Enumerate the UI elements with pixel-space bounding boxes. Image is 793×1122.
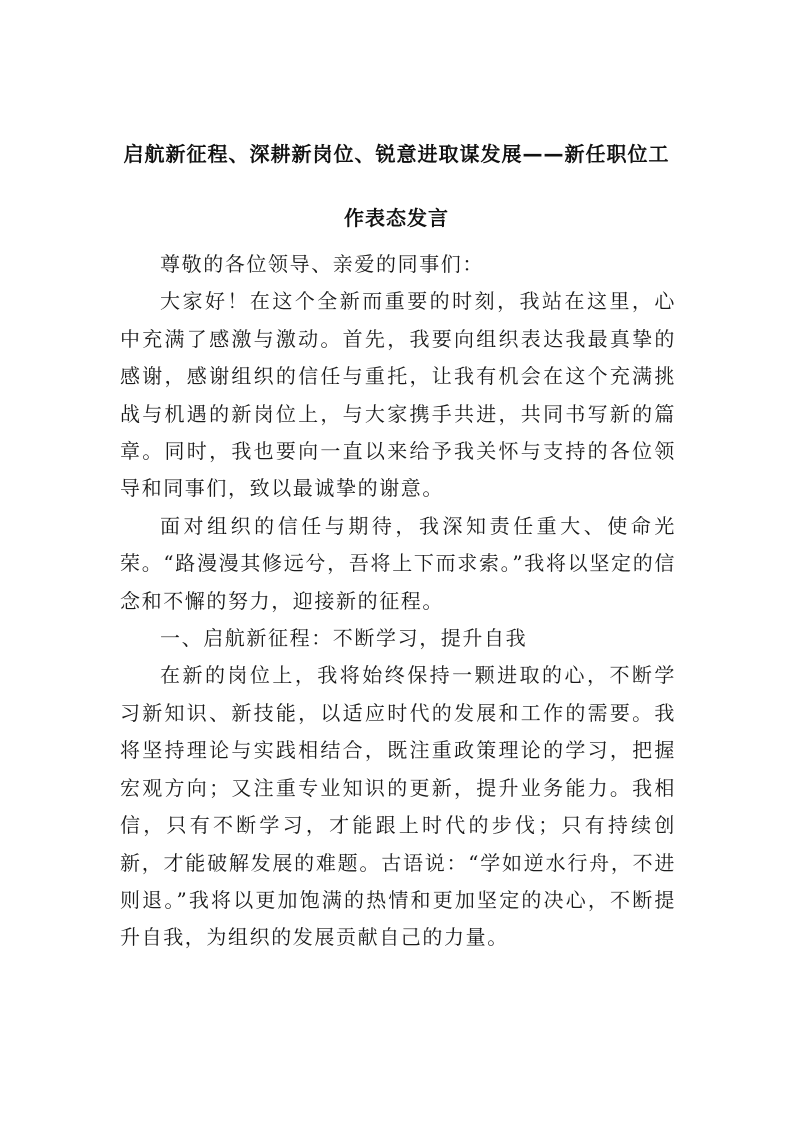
document-body bbox=[120, 246, 676, 957]
commitment-paragraph: 面对组织的信任与期待，我深知责任重大、使命光荣。“路漫漫其修远兮，吾将上下而求索。”我将以坚定的信念和不懈的努力，迎接新的征程。 bbox=[120, 513, 676, 613]
document-title: 启航新征程、深耕新岗位、锐意进取谋发展——新任职位工作表态发言 bbox=[123, 142, 670, 230]
salutation-paragraph: 尊敬的各位领导、亲爱的同事们： bbox=[160, 252, 484, 276]
greeting-paragraph: 大家好！在这个全新而重要的时刻，我站在这里，心中充满了感激与激动。首先，我要向组织表达我最真挚的感谢，感谢组织的信任与重托，让我有机会在这个充满挑战与机遇的新岗位上，与大家携手共进，共同书写新的篇章。同时，我也要向一直以来给予我关怀与支持的各位领导和同事们，致以最诚挚的谢意。 bbox=[120, 289, 676, 501]
section-heading-1: 一、启航新征程：不断学习，提升自我 bbox=[160, 626, 528, 651]
section-1-paragraph: 在新的岗位上，我将始终保持一颗进取的心，不断学习新知识、新技能，以适应时代的发展和工作的需要。我将坚持理论与实践相结合，既注重政策理论的学习，把握宏观方向；又注重专业知识的更新，提升业务能力。我相信，只有不断学习，才能跟上时代的步伐；只有持续创新，才能破解发展的难题。古语说：“学如逆水行舟，不进则退。”我将以更加饱满的热情和更加坚定的决心，不断提升自我，为组织的发展贡献自己的力量。 bbox=[120, 663, 676, 950]
